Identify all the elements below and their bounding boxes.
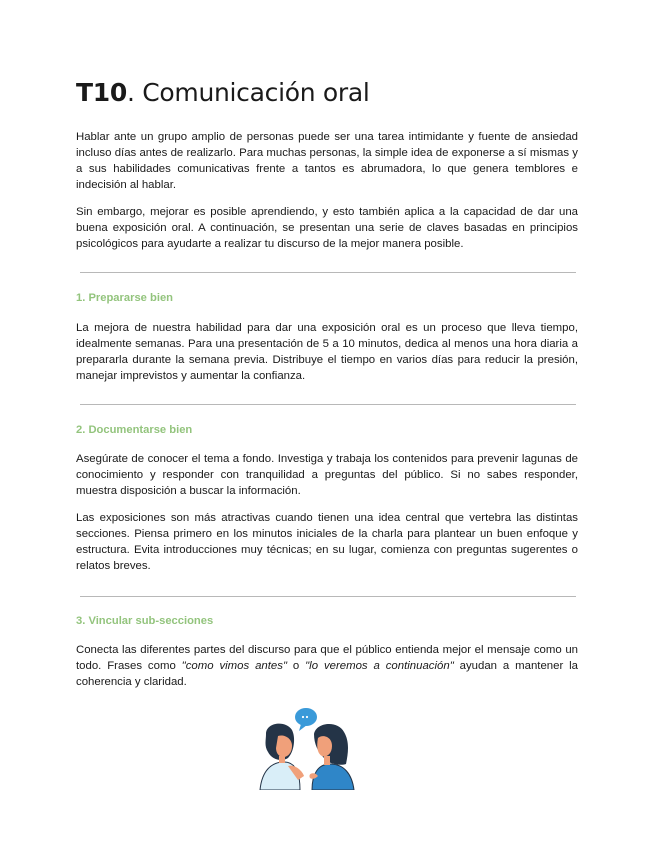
section-3-heading: 3. Vincular sub-secciones — [76, 615, 214, 627]
section-2-paragraph-1: Asegúrate de conocer el tema a fondo. Investiga y trabaja los contenidos para prevenir lagunas de conocimiento y responder con tranquilidad a preguntas del público. Si no sabes responder, muestra disposición a buscar la información. — [76, 453, 578, 497]
two-people-talking-icon — [258, 704, 358, 790]
text-run: Conecta las diferentes partes del discurso para que el público entienda mejor el mensaje como un todo. Frases como — [76, 644, 578, 672]
section-3-paragraph — [76, 642, 578, 690]
page-title — [76, 78, 370, 107]
section-2-heading: 2. Documentarse bien — [76, 424, 193, 436]
section-1-paragraph: La mejora de nuestra habilidad para dar una exposición oral es un proceso que lleva tiempo, idealmente semanas. Para una presentación de 5 a 10 minutos, dedica al menos una hora diaria a prepararla durante la semana previa. Distribuye el tiempo en varios días para reducir la presión, manejar imprevistos y aumentar la confianza. — [76, 322, 578, 382]
section-1-heading: 1. Prepararse bien — [76, 292, 174, 304]
text-run: o — [287, 660, 306, 672]
right-person — [309, 724, 354, 790]
quote-2: "lo veremos a continuación" — [305, 660, 454, 672]
divider — [80, 596, 576, 597]
left-person — [260, 724, 304, 790]
intro-paragraph-2: Sin embargo, mejorar es posible aprendiendo, y esto también aplica a la capacidad de dar una buena exposición oral. A continuación, se presentan una serie de claves basadas en principios psicológicos para ayudarte a realizar tu discurso de la mejor manera posible. — [76, 206, 578, 250]
speech-bubble-icon — [295, 708, 317, 731]
divider — [80, 404, 576, 405]
divider — [80, 272, 576, 273]
title-text: . Comunicación oral — [126, 78, 370, 107]
quote-1: "como vimos antes" — [181, 660, 288, 672]
section-2-paragraph-2: Las exposiciones son más atractivas cuando tienen una idea central que vertebra las distintas secciones. Piensa primero en los minutos iniciales de la charla para plantear un buen enfoque y estructura. Evita introducciones muy técnicas; en su lugar, comienza con preguntas sugerentes o relatos breves. — [76, 512, 578, 572]
intro-paragraph-1: Hablar ante un grupo amplio de personas puede ser una tarea intimidante y fuente de ansiedad incluso días antes de realizarlo. Para muchas personas, la simple idea de exponerse a sí mismas y a sus habilidades comunicativas frente a tantos es abrumadora, lo que genera temblores e indecisión al hablar. — [76, 131, 578, 191]
text-run: ayudan a mantener la coherencia y claridad. — [76, 660, 579, 688]
title-code: T10 — [76, 78, 127, 107]
